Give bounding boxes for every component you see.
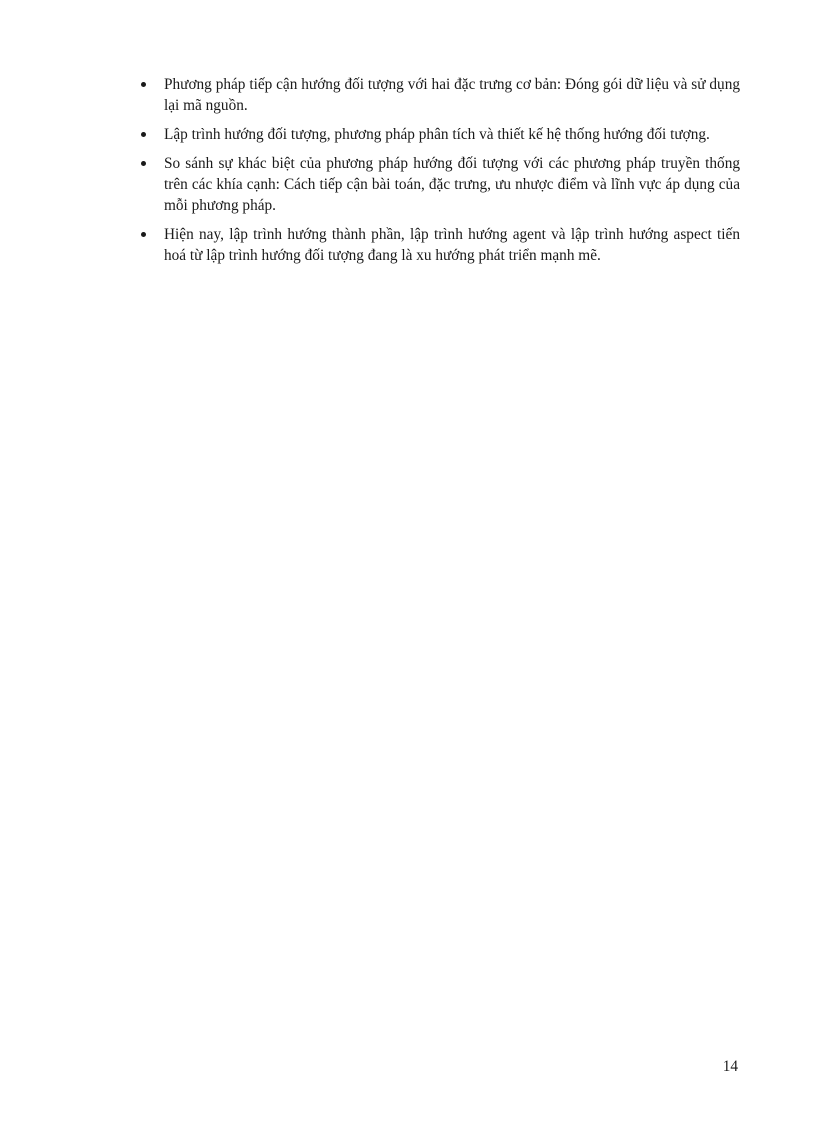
bullet-icon (141, 161, 146, 166)
bullet-list (136, 74, 740, 274)
list-item (136, 153, 740, 216)
list-item-text: Phương pháp tiếp cận hướng đối tượng với hai đặc trưng cơ bản: Đóng gói dữ liệu và sử dụng lại mã nguồn. (164, 76, 740, 114)
list-item (136, 224, 740, 266)
list-item-text: Hiện nay, lập trình hướng thành phần, lập trình hướng agent và lập trình hướng aspect tiến hoá từ lập trình hướng đối tượng đang là xu hướng phát triển mạnh mẽ. (164, 226, 740, 264)
list-item-text: Lập trình hướng đối tượng, phương pháp phân tích và thiết kế hệ thống hướng đối tượng. (164, 126, 710, 143)
list-item (136, 74, 740, 116)
bullet-icon (141, 82, 146, 87)
bullet-icon (141, 132, 146, 137)
bullet-icon (141, 232, 146, 237)
page-number: 14 (722, 1058, 738, 1075)
list-item (136, 124, 740, 145)
list-item-text: So sánh sự khác biệt của phương pháp hướng đối tượng với các phương pháp truyền thống trên các khía cạnh: Cách tiếp cận bài toán, đặc trưng, ưu nhược điểm và lĩnh vực áp dụng của mỗi phương pháp. (164, 155, 740, 214)
